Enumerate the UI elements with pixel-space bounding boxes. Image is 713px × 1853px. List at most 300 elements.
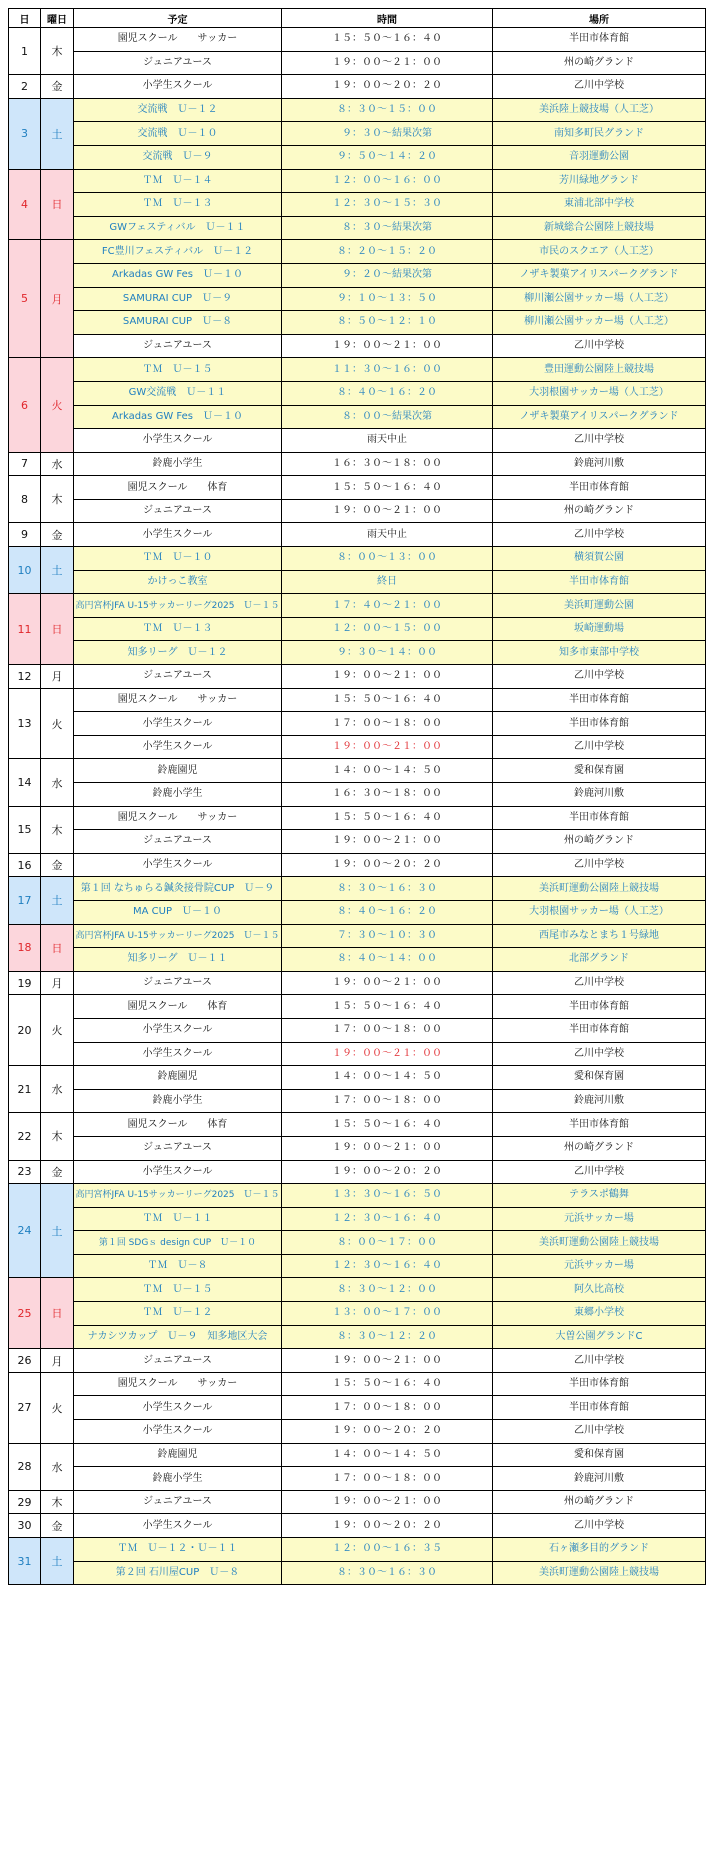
table-row xyxy=(9,51,706,75)
table-row xyxy=(9,641,706,665)
table-row xyxy=(9,193,706,217)
table-row xyxy=(9,1490,706,1514)
event-cell: 園児スクール 体育 xyxy=(74,476,282,500)
time-cell: 雨天中止 xyxy=(282,429,493,453)
day-cell: 12 xyxy=(9,665,41,689)
time-cell: ８：３０～１５：００ xyxy=(282,98,493,122)
place-cell: 坂崎運動場 xyxy=(493,617,706,641)
event-cell: ＴＭ Ｕ－１５ xyxy=(74,1278,282,1302)
time-cell: １２：３０～１６：４０ xyxy=(282,1207,493,1231)
place-cell: 半田市体育館 xyxy=(493,570,706,594)
weekday-cell: 火 xyxy=(41,1372,74,1443)
weekday-cell: 火 xyxy=(41,358,74,452)
header-time: 時間 xyxy=(282,9,493,28)
table-row xyxy=(9,924,706,948)
weekday-cell: 日 xyxy=(41,924,74,971)
table-row xyxy=(9,145,706,169)
place-cell: 大羽根園サッカー場（人工芝） xyxy=(493,381,706,405)
place-cell: 美浜町運動公園 xyxy=(493,594,706,618)
time-cell: ８：３０～１２：００ xyxy=(282,1278,493,1302)
place-cell: 美浜町運動公園陸上競技場 xyxy=(493,877,706,901)
table-row xyxy=(9,311,706,335)
table-row xyxy=(9,783,706,807)
time-cell: １２：００～１６：００ xyxy=(282,169,493,193)
day-cell: 8 xyxy=(9,476,41,523)
table-row xyxy=(9,1396,706,1420)
event-cell: 鈴鹿園児 xyxy=(74,1066,282,1090)
table-row xyxy=(9,476,706,500)
place-cell: 大羽根園サッカー場（人工芝） xyxy=(493,900,706,924)
place-cell: 乙川中学校 xyxy=(493,665,706,689)
place-cell: 市民のスクエア（人工芝） xyxy=(493,240,706,264)
event-cell: 園児スクール サッカー xyxy=(74,806,282,830)
place-cell: 乙川中学校 xyxy=(493,1349,706,1373)
place-cell: 大曽公園グランドC xyxy=(493,1325,706,1349)
place-cell: ノザキ製菓アイリスパークグランド xyxy=(493,263,706,287)
time-cell: ８：００～結果次第 xyxy=(282,405,493,429)
table-row xyxy=(9,98,706,122)
table-row xyxy=(9,381,706,405)
place-cell: 鈴鹿河川敷 xyxy=(493,1089,706,1113)
place-cell: 横須賀公園 xyxy=(493,547,706,571)
weekday-cell: 木 xyxy=(41,806,74,853)
table-row xyxy=(9,570,706,594)
place-cell: 乙川中学校 xyxy=(493,429,706,453)
place-cell: 柳川瀬公園サッカー場（人工芝） xyxy=(493,287,706,311)
time-cell: １５：５０～１６：４０ xyxy=(282,806,493,830)
event-cell: ジュニアユース xyxy=(74,971,282,995)
table-row xyxy=(9,547,706,571)
day-cell: 16 xyxy=(9,853,41,877)
event-cell: Arkadas GW Fes Ｕ－１０ xyxy=(74,405,282,429)
weekday-cell: 土 xyxy=(41,98,74,169)
time-cell: １４：００～１４：５０ xyxy=(282,759,493,783)
table-row xyxy=(9,28,706,52)
event-cell: 園児スクール 体育 xyxy=(74,995,282,1019)
time-cell: １７：４０～２１：００ xyxy=(282,594,493,618)
time-cell: １４：００～１４：５０ xyxy=(282,1066,493,1090)
day-cell: 11 xyxy=(9,594,41,665)
weekday-cell: 日 xyxy=(41,1278,74,1349)
weekday-cell: 木 xyxy=(41,28,74,75)
table-row xyxy=(9,1325,706,1349)
event-cell: ＴＭ Ｕ－１３ xyxy=(74,617,282,641)
table-row xyxy=(9,995,706,1019)
day-cell: 2 xyxy=(9,75,41,99)
time-cell: １９：００～２１：００ xyxy=(282,735,493,759)
table-row xyxy=(9,617,706,641)
place-cell: 西尾市みなとまち１号緑地 xyxy=(493,924,706,948)
table-row xyxy=(9,1066,706,1090)
table-row xyxy=(9,75,706,99)
table-row xyxy=(9,122,706,146)
place-cell: 乙川中学校 xyxy=(493,1420,706,1444)
event-cell: FC豊川フェスティバル Ｕ－１２ xyxy=(74,240,282,264)
weekday-cell: 月 xyxy=(41,240,74,358)
table-row xyxy=(9,1231,706,1255)
event-cell: ＴＭ Ｕ－１０ xyxy=(74,547,282,571)
place-cell: 乙川中学校 xyxy=(493,334,706,358)
table-row xyxy=(9,240,706,264)
time-cell: １９：００～２１：００ xyxy=(282,334,493,358)
event-cell: ＴＭ Ｕ－１３ xyxy=(74,193,282,217)
weekday-cell: 金 xyxy=(41,853,74,877)
table-row xyxy=(9,900,706,924)
table-row xyxy=(9,216,706,240)
event-cell: ジュニアユース xyxy=(74,665,282,689)
day-cell: 28 xyxy=(9,1443,41,1490)
event-cell: 交流戦 Ｕ－１０ xyxy=(74,122,282,146)
table-row xyxy=(9,853,706,877)
table-row xyxy=(9,1113,706,1137)
day-cell: 20 xyxy=(9,995,41,1066)
time-cell: ８：３０～１２：２０ xyxy=(282,1325,493,1349)
event-cell: 小学生スクール xyxy=(74,429,282,453)
place-cell: 乙川中学校 xyxy=(493,971,706,995)
event-cell: 園児スクール 体育 xyxy=(74,1113,282,1137)
place-cell: 乙川中学校 xyxy=(493,1042,706,1066)
time-cell: ７：３０～１０：３０ xyxy=(282,924,493,948)
table-row xyxy=(9,523,706,547)
event-cell: SAMURAI CUP Ｕ－８ xyxy=(74,311,282,335)
place-cell: 半田市体育館 xyxy=(493,995,706,1019)
weekday-cell: 木 xyxy=(41,1113,74,1160)
event-cell: 交流戦 Ｕ－９ xyxy=(74,145,282,169)
place-cell: ノザキ製菓アイリスパークグランド xyxy=(493,405,706,429)
time-cell: １９：００～２１：００ xyxy=(282,830,493,854)
table-row xyxy=(9,1514,706,1538)
place-cell: 愛和保育園 xyxy=(493,759,706,783)
event-cell: ジュニアユース xyxy=(74,830,282,854)
table-row xyxy=(9,712,706,736)
event-cell: ジュニアユース xyxy=(74,1349,282,1373)
event-cell: ジュニアユース xyxy=(74,1490,282,1514)
day-cell: 31 xyxy=(9,1538,41,1585)
day-cell: 6 xyxy=(9,358,41,452)
place-cell: 州の崎グランド xyxy=(493,1490,706,1514)
time-cell: １５：５０～１６：４０ xyxy=(282,476,493,500)
place-cell: 愛和保育園 xyxy=(493,1066,706,1090)
place-cell: 乙川中学校 xyxy=(493,1514,706,1538)
event-cell: SAMURAI CUP Ｕ－９ xyxy=(74,287,282,311)
place-cell: 半田市体育館 xyxy=(493,712,706,736)
time-cell: ８：３０～結果次第 xyxy=(282,216,493,240)
time-cell: １６：３０～１８：００ xyxy=(282,783,493,807)
time-cell: ８：３０～１６：３０ xyxy=(282,1561,493,1585)
weekday-cell: 水 xyxy=(41,1443,74,1490)
event-cell: 小学生スクール xyxy=(74,1160,282,1184)
table-row xyxy=(9,594,706,618)
weekday-cell: 水 xyxy=(41,452,74,476)
event-cell: 園児スクール サッカー xyxy=(74,28,282,52)
weekday-cell: 金 xyxy=(41,75,74,99)
place-cell: 阿久比高校 xyxy=(493,1278,706,1302)
table-row xyxy=(9,948,706,972)
time-cell: １５：５０～１６：４０ xyxy=(282,1113,493,1137)
time-cell: ８：００～１３：００ xyxy=(282,547,493,571)
event-cell: 小学生スクール xyxy=(74,1514,282,1538)
place-cell: 州の崎グランド xyxy=(493,499,706,523)
table-row xyxy=(9,1420,706,1444)
table-row xyxy=(9,877,706,901)
weekday-cell: 火 xyxy=(41,688,74,759)
place-cell: 南知多町民グランド xyxy=(493,122,706,146)
place-cell: テラスポ鶴舞 xyxy=(493,1184,706,1208)
place-cell: 美浜町運動公園陸上競技場 xyxy=(493,1561,706,1585)
place-cell: 半田市体育館 xyxy=(493,476,706,500)
day-cell: 9 xyxy=(9,523,41,547)
event-cell: かけっこ教室 xyxy=(74,570,282,594)
event-cell: 園児スクール サッカー xyxy=(74,688,282,712)
time-cell: １７：００～１８：００ xyxy=(282,1396,493,1420)
time-cell: ９：２０～結果次第 xyxy=(282,263,493,287)
header-event: 予定 xyxy=(74,9,282,28)
event-cell: 鈴鹿小学生 xyxy=(74,783,282,807)
place-cell: 東郷小学校 xyxy=(493,1302,706,1326)
weekday-cell: 土 xyxy=(41,877,74,924)
place-cell: 東浦北部中学校 xyxy=(493,193,706,217)
day-cell: 4 xyxy=(9,169,41,240)
event-cell: ジュニアユース xyxy=(74,334,282,358)
time-cell: ８：３０～１６：３０ xyxy=(282,877,493,901)
time-cell: １９：００～２０：２０ xyxy=(282,1514,493,1538)
time-cell: １９：００～２０：２０ xyxy=(282,853,493,877)
day-cell: 19 xyxy=(9,971,41,995)
event-cell: 知多リーグ Ｕ－１１ xyxy=(74,948,282,972)
weekday-cell: 日 xyxy=(41,169,74,240)
table-row xyxy=(9,287,706,311)
day-cell: 21 xyxy=(9,1066,41,1113)
header-day: 日 xyxy=(9,9,41,28)
place-cell: 乙川中学校 xyxy=(493,1160,706,1184)
time-cell: 終日 xyxy=(282,570,493,594)
time-cell: ９：３０～１４：００ xyxy=(282,641,493,665)
event-cell: 鈴鹿園児 xyxy=(74,759,282,783)
event-cell: 小学生スクール xyxy=(74,1042,282,1066)
table-row xyxy=(9,1443,706,1467)
table-body xyxy=(9,28,706,1585)
table-row xyxy=(9,806,706,830)
weekday-cell: 水 xyxy=(41,759,74,806)
event-cell: ＴＭ Ｕ－８ xyxy=(74,1254,282,1278)
schedule-container xyxy=(8,8,705,1585)
table-row xyxy=(9,1184,706,1208)
table-row xyxy=(9,1302,706,1326)
event-cell: 高円宮杯JFA U-15サッカーリーグ2025 Ｕ－１５ xyxy=(74,924,282,948)
weekday-cell: 金 xyxy=(41,1514,74,1538)
place-cell: 半田市体育館 xyxy=(493,28,706,52)
weekday-cell: 土 xyxy=(41,547,74,594)
time-cell: １２：３０～１５：３０ xyxy=(282,193,493,217)
day-cell: 29 xyxy=(9,1490,41,1514)
table-row xyxy=(9,1278,706,1302)
event-cell: 小学生スクール xyxy=(74,1018,282,1042)
day-cell: 17 xyxy=(9,877,41,924)
weekday-cell: 水 xyxy=(41,1066,74,1113)
event-cell: ＴＭ Ｕ－１４ xyxy=(74,169,282,193)
place-cell: 州の崎グランド xyxy=(493,830,706,854)
time-cell: １３：３０～１６：５０ xyxy=(282,1184,493,1208)
place-cell: 鈴鹿河川敷 xyxy=(493,452,706,476)
table-row xyxy=(9,499,706,523)
table-row xyxy=(9,971,706,995)
time-cell: １９：００～２０：２０ xyxy=(282,75,493,99)
place-cell: 州の崎グランド xyxy=(493,51,706,75)
place-cell: 美浜町運動公園陸上競技場 xyxy=(493,1231,706,1255)
event-cell: 高円宮杯JFA U-15サッカーリーグ2025 Ｕ－１５ xyxy=(74,1184,282,1208)
weekday-cell: 月 xyxy=(41,665,74,689)
day-cell: 30 xyxy=(9,1514,41,1538)
event-cell: 鈴鹿小学生 xyxy=(74,452,282,476)
table-row xyxy=(9,1349,706,1373)
place-cell: 北部グランド xyxy=(493,948,706,972)
table-row xyxy=(9,688,706,712)
time-cell: １５：５０～１６：４０ xyxy=(282,28,493,52)
weekday-cell: 金 xyxy=(41,1160,74,1184)
weekday-cell: 金 xyxy=(41,523,74,547)
time-cell: １９：００～２１：００ xyxy=(282,499,493,523)
event-cell: Arkadas GW Fes Ｕ－１０ xyxy=(74,263,282,287)
place-cell: 豊田運動公園陸上競技場 xyxy=(493,358,706,382)
day-cell: 13 xyxy=(9,688,41,759)
weekday-cell: 土 xyxy=(41,1184,74,1278)
time-cell: ８：４０～１４：００ xyxy=(282,948,493,972)
day-cell: 27 xyxy=(9,1372,41,1443)
table-row xyxy=(9,1160,706,1184)
day-cell: 3 xyxy=(9,98,41,169)
place-cell: 州の崎グランド xyxy=(493,1136,706,1160)
event-cell: ナカシツカップ Ｕ－９ 知多地区大会 xyxy=(74,1325,282,1349)
time-cell: １１：３０～１６：００ xyxy=(282,358,493,382)
table-row xyxy=(9,358,706,382)
day-cell: 1 xyxy=(9,28,41,75)
event-cell: 交流戦 Ｕ－１２ xyxy=(74,98,282,122)
time-cell: ９：３０～結果次第 xyxy=(282,122,493,146)
table-row xyxy=(9,169,706,193)
time-cell: １９：００～２０：２０ xyxy=(282,1160,493,1184)
weekday-cell: 月 xyxy=(41,971,74,995)
place-cell: 鈴鹿河川敷 xyxy=(493,1467,706,1491)
weekday-cell: 木 xyxy=(41,476,74,523)
time-cell: １７：００～１８：００ xyxy=(282,712,493,736)
table-row xyxy=(9,263,706,287)
header-place: 場所 xyxy=(493,9,706,28)
table-row xyxy=(9,1467,706,1491)
time-cell: １６：３０～１８：００ xyxy=(282,452,493,476)
day-cell: 23 xyxy=(9,1160,41,1184)
place-cell: 乙川中学校 xyxy=(493,853,706,877)
weekday-cell: 木 xyxy=(41,1490,74,1514)
time-cell: １３：００～１７：００ xyxy=(282,1302,493,1326)
table-row xyxy=(9,665,706,689)
day-cell: 5 xyxy=(9,240,41,358)
table-row xyxy=(9,1089,706,1113)
header-weekday: 曜日 xyxy=(41,9,74,28)
event-cell: ＴＭ Ｕ－１５ xyxy=(74,358,282,382)
table-row xyxy=(9,1538,706,1562)
table-row xyxy=(9,1136,706,1160)
place-cell: 新城総合公園陸上競技場 xyxy=(493,216,706,240)
event-cell: 第２回 石川屋CUP Ｕ－８ xyxy=(74,1561,282,1585)
place-cell: 元浜サッカー場 xyxy=(493,1254,706,1278)
place-cell: 知多市東部中学校 xyxy=(493,641,706,665)
place-cell: 半田市体育館 xyxy=(493,1018,706,1042)
weekday-cell: 火 xyxy=(41,995,74,1066)
table-row xyxy=(9,1018,706,1042)
day-cell: 15 xyxy=(9,806,41,853)
table-row xyxy=(9,452,706,476)
time-cell: １７：００～１８：００ xyxy=(282,1467,493,1491)
table-row xyxy=(9,405,706,429)
event-cell: ＴＭ Ｕ－１２・Ｕ－１１ xyxy=(74,1538,282,1562)
place-cell: 半田市体育館 xyxy=(493,1372,706,1396)
time-cell: １９：００～２０：２０ xyxy=(282,1420,493,1444)
place-cell: 半田市体育館 xyxy=(493,1396,706,1420)
event-cell: 小学生スクール xyxy=(74,1420,282,1444)
time-cell: 雨天中止 xyxy=(282,523,493,547)
table-row xyxy=(9,429,706,453)
time-cell: １９：００～２１：００ xyxy=(282,1349,493,1373)
place-cell: 音羽運動公園 xyxy=(493,145,706,169)
time-cell: １７：００～１８：００ xyxy=(282,1089,493,1113)
day-cell: 25 xyxy=(9,1278,41,1349)
day-cell: 24 xyxy=(9,1184,41,1278)
event-cell: ジュニアユース xyxy=(74,51,282,75)
event-cell: ジュニアユース xyxy=(74,1136,282,1160)
place-cell: 愛和保育園 xyxy=(493,1443,706,1467)
time-cell: ９：５０～１４：２０ xyxy=(282,145,493,169)
time-cell: １２：３０～１６：４０ xyxy=(282,1254,493,1278)
event-cell: 小学生スクール xyxy=(74,853,282,877)
event-cell: 小学生スクール xyxy=(74,523,282,547)
place-cell: 乙川中学校 xyxy=(493,735,706,759)
place-cell: 美浜陸上競技場（人工芝） xyxy=(493,98,706,122)
schedule-table xyxy=(8,8,706,1585)
event-cell: 小学生スクール xyxy=(74,75,282,99)
time-cell: １７：００～１８：００ xyxy=(282,1018,493,1042)
event-cell: 高円宮杯JFA U-15サッカーリーグ2025 Ｕ－１５ xyxy=(74,594,282,618)
place-cell: 芳川緑地グランド xyxy=(493,169,706,193)
place-cell: 乙川中学校 xyxy=(493,523,706,547)
time-cell: １９：００～２１：００ xyxy=(282,1490,493,1514)
event-cell: GW交流戦 Ｕ－１１ xyxy=(74,381,282,405)
weekday-cell: 日 xyxy=(41,594,74,665)
event-cell: ＴＭ Ｕ－１１ xyxy=(74,1207,282,1231)
day-cell: 7 xyxy=(9,452,41,476)
day-cell: 18 xyxy=(9,924,41,971)
event-cell: 鈴鹿園児 xyxy=(74,1443,282,1467)
event-cell: MA CUP Ｕ－１０ xyxy=(74,900,282,924)
place-cell: 半田市体育館 xyxy=(493,688,706,712)
event-cell: 園児スクール サッカー xyxy=(74,1372,282,1396)
time-cell: ８：００～１７：００ xyxy=(282,1231,493,1255)
event-cell: 小学生スクール xyxy=(74,712,282,736)
day-cell: 26 xyxy=(9,1349,41,1373)
weekday-cell: 月 xyxy=(41,1349,74,1373)
time-cell: ８：４０～１６：２０ xyxy=(282,381,493,405)
place-cell: 石ヶ瀬多目的グランド xyxy=(493,1538,706,1562)
event-cell: 第１回 SDGｓ design CUP Ｕ－１０ xyxy=(74,1231,282,1255)
event-cell: ＴＭ Ｕ－１２ xyxy=(74,1302,282,1326)
time-cell: １５：５０～１６：４０ xyxy=(282,688,493,712)
table-row xyxy=(9,759,706,783)
event-cell: 鈴鹿小学生 xyxy=(74,1467,282,1491)
day-cell: 22 xyxy=(9,1113,41,1160)
place-cell: 乙川中学校 xyxy=(493,75,706,99)
time-cell: ８：４０～１６：２０ xyxy=(282,900,493,924)
time-cell: １９：００～２１：００ xyxy=(282,971,493,995)
time-cell: １５：５０～１６：４０ xyxy=(282,1372,493,1396)
